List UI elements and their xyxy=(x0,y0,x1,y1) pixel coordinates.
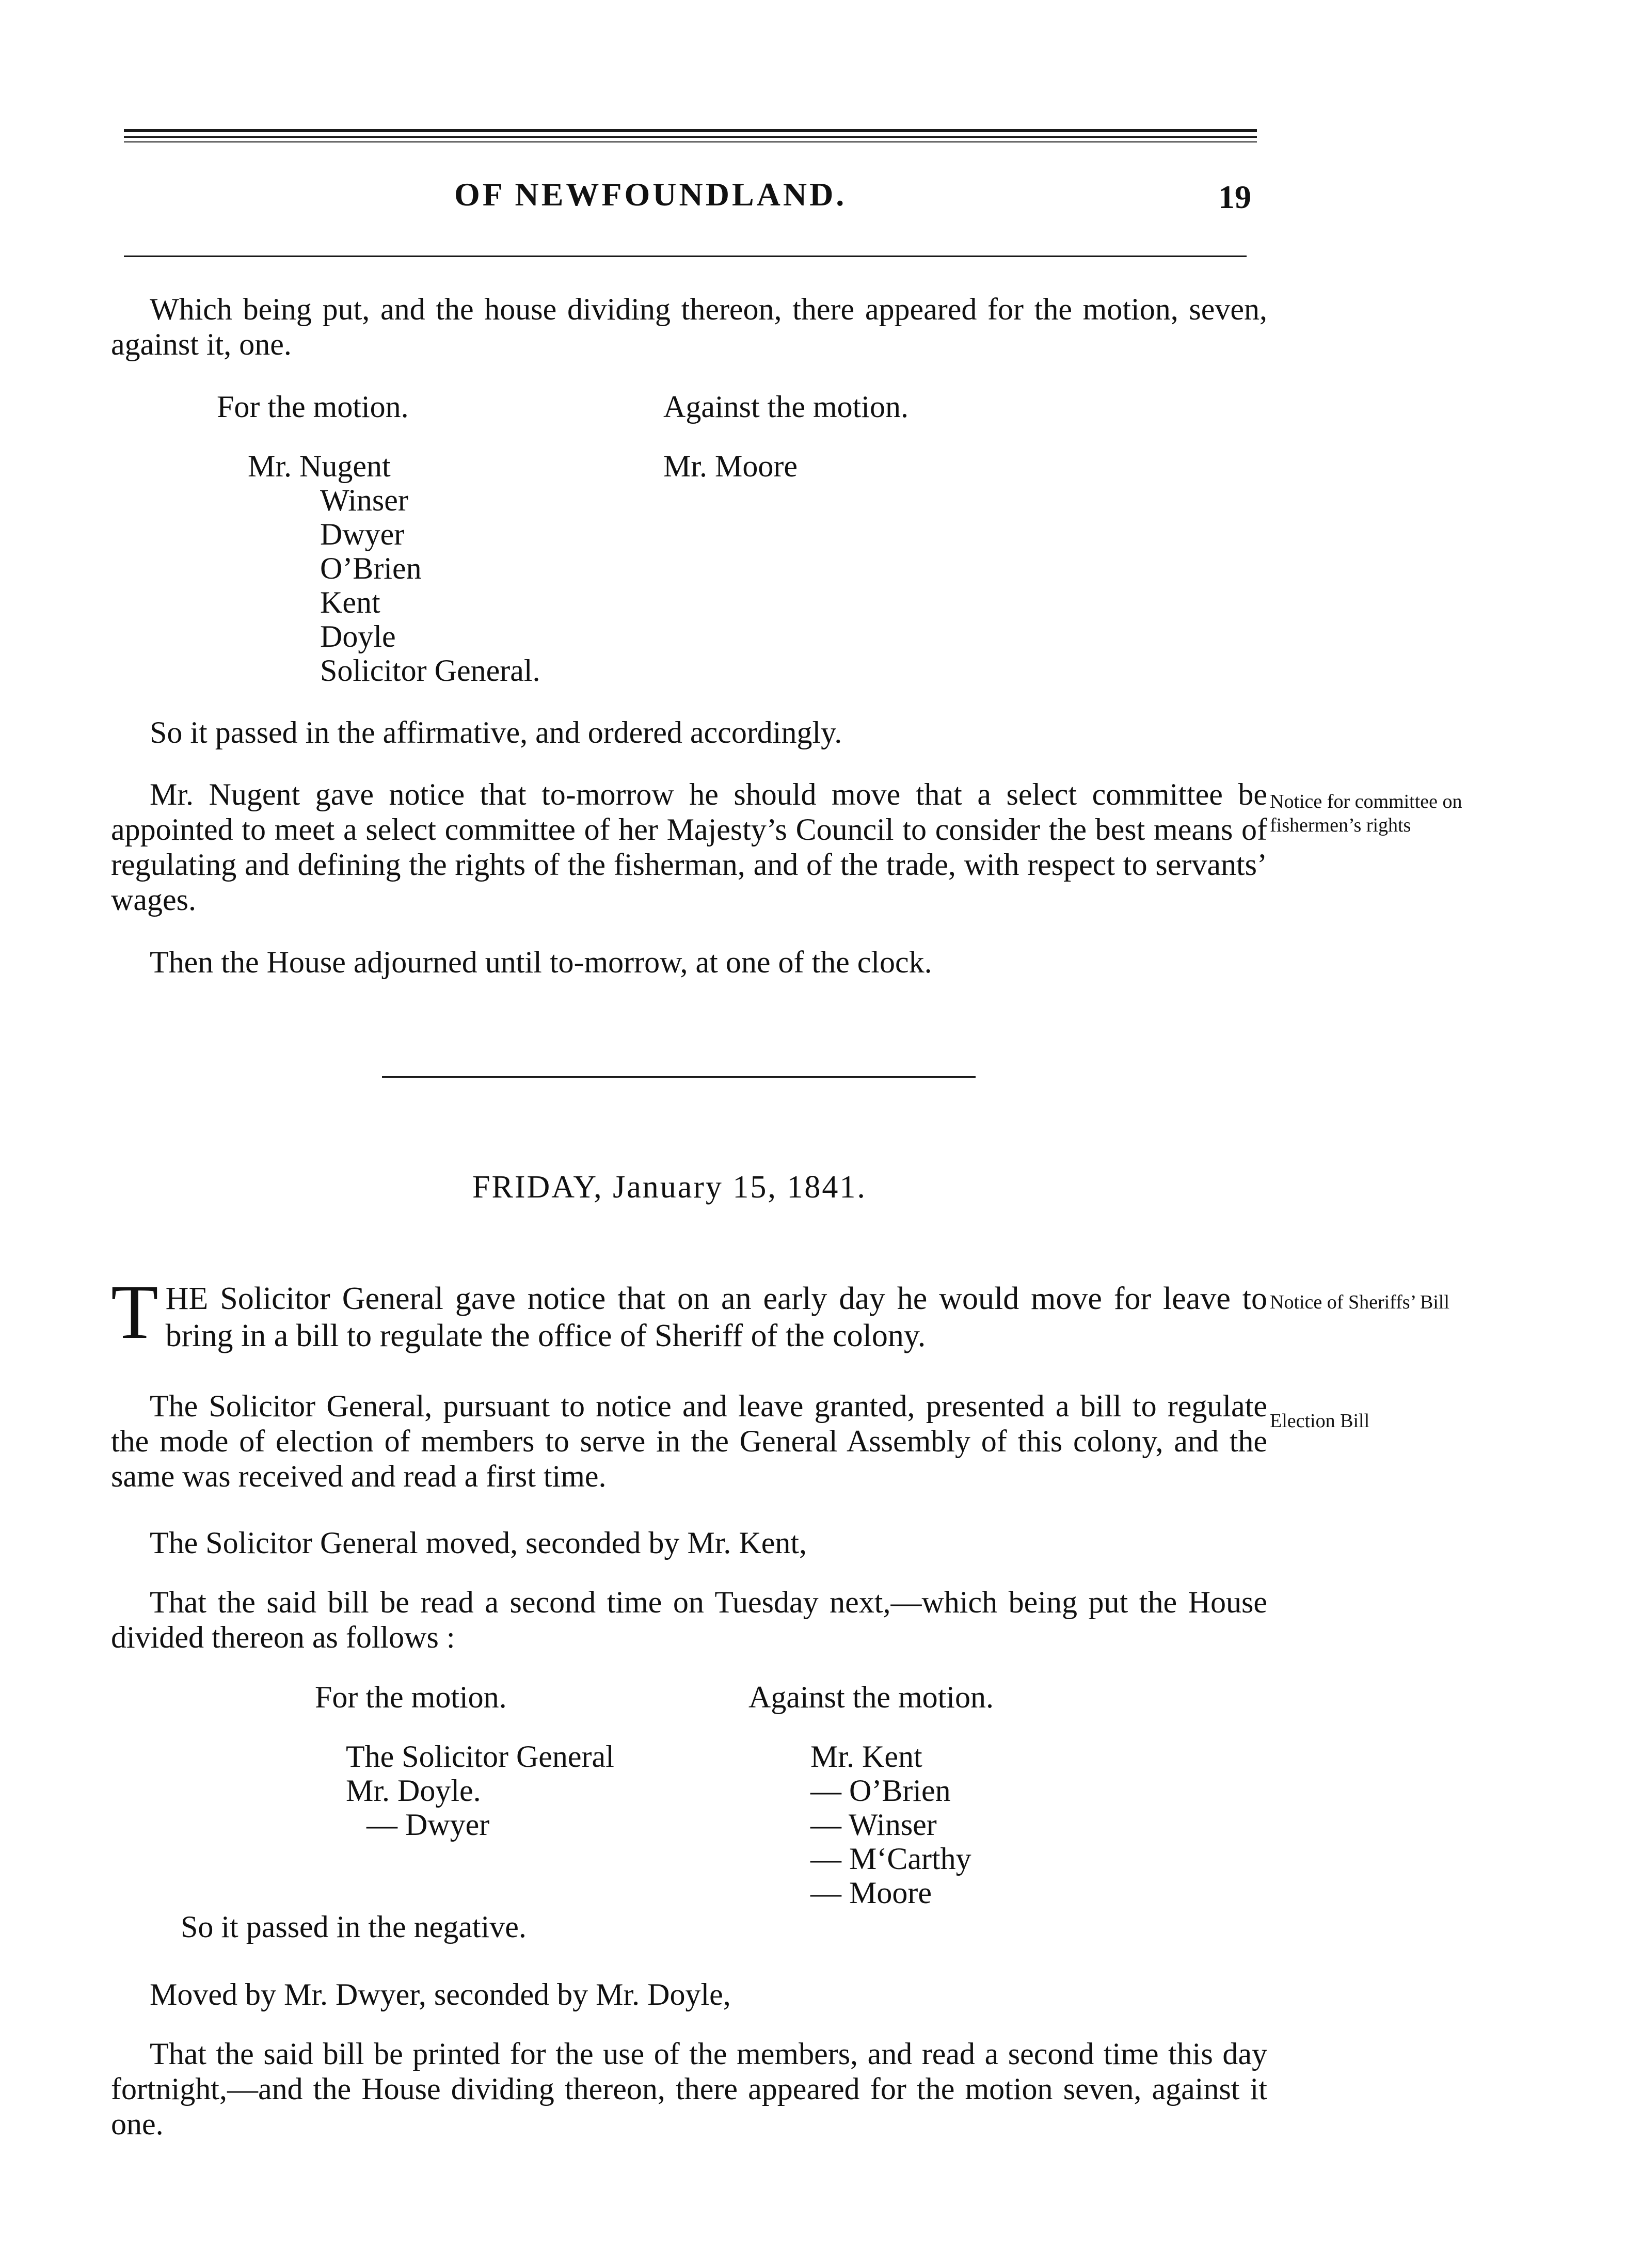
against-names-list xyxy=(663,449,798,483)
against-name: — M‘Carthy xyxy=(810,1842,971,1876)
running-head-rule xyxy=(124,255,1247,257)
against-name: — O’Brien xyxy=(810,1774,951,1808)
election-bill-paragraph: The Solicitor General, pursuant to notice and leave granted, presented a bill to regulate the mode of election of members to serve in the General Assembly of this colony, and the same was received and read a first time. xyxy=(111,1389,1267,1493)
for-motion-heading-2: For the motion. xyxy=(315,1680,507,1714)
against-name: — Winser xyxy=(810,1808,937,1842)
for-name: Mr. Nugent xyxy=(248,449,391,483)
margin-note-sheriff: Notice of Sheriffs’ Bill xyxy=(1270,1291,1449,1313)
for-motion-heading: For the motion. xyxy=(217,390,409,424)
for-name: The Solicitor General xyxy=(346,1739,614,1774)
margin-note-election: Election Bill xyxy=(1270,1410,1370,1432)
against-motion-heading-2: Against the motion. xyxy=(748,1680,994,1714)
for-name: Dwyer xyxy=(320,517,405,551)
header-rule-third xyxy=(124,141,1257,142)
sheriff-notice xyxy=(111,1269,1267,1355)
margin-note-committee xyxy=(1270,790,1462,837)
date-heading: FRIDAY, January 15, 1841. xyxy=(472,1170,867,1205)
for-name: Kent xyxy=(320,585,380,619)
drop-cap: T xyxy=(111,1269,158,1355)
running-title: OF NEWFOUNDLAND. xyxy=(454,176,847,213)
against-name: Mr. Moore xyxy=(663,449,798,483)
second-reading-division: That the said bill be read a second time on Tuesday next,—which being put the House divided thereon as follows : xyxy=(111,1585,1267,1654)
header-double-rule xyxy=(124,129,1257,132)
against-name: — Moore xyxy=(810,1876,932,1910)
for-name: Winser xyxy=(320,483,408,517)
for-name: Doyle xyxy=(320,619,396,653)
printing-division: That the said bill be printed for the use of the members, and read a second time this day fortnight,—and the House dividing thereon, there appeared for the motion seven, against it one. xyxy=(111,2037,1267,2141)
result-affirmative: So it passed in the affirmative, and ordered accordingly. xyxy=(150,715,842,749)
margin-note-line: Notice for committee on xyxy=(1270,791,1462,812)
division-intro: Which being put, and the house dividing thereon, there appeared for the motion, seven, against it, one. xyxy=(111,292,1267,361)
for-name: O’Brien xyxy=(320,551,422,585)
printing-motion: Moved by Mr. Dwyer, seconded by Mr. Doyle, xyxy=(150,1977,731,2011)
sheriff-notice-text: HE Solicitor General gave notice that on an early day he would move for leave to bring in a bill to regulate the office of Sheriff of the colony. xyxy=(165,1281,1267,1353)
for-name: Solicitor General. xyxy=(320,653,540,688)
margin-note-line: fishermen’s rights xyxy=(1270,814,1411,836)
against-motion-heading: Against the motion. xyxy=(663,390,908,424)
result-negative: So it passed in the negative. xyxy=(181,1910,527,1944)
second-reading-motion: The Solicitor General moved, seconded by Mr. Kent, xyxy=(150,1526,807,1560)
page-number: 19 xyxy=(1218,179,1251,215)
committee-notice: Mr. Nugent gave notice that to-morrow he should move that a select committee be appointed to meet a select committee of her Majesty’s Council to consider the best means of regulating and defining the rights of the fisherman, and of the trade, with respect to servants’ wages. xyxy=(111,777,1267,917)
adjournment: Then the House adjourned until to-morrow, at one of the clock. xyxy=(150,945,932,979)
against-names-list-2 xyxy=(810,1739,971,1910)
against-name: Mr. Kent xyxy=(810,1739,922,1774)
section-divider xyxy=(382,1076,976,1078)
for-names-list-2 xyxy=(346,1739,614,1842)
for-names-list xyxy=(248,449,540,688)
for-name: Mr. Doyle. xyxy=(346,1774,481,1808)
for-name: — Dwyer xyxy=(366,1808,490,1842)
header-rule-second xyxy=(124,136,1257,138)
